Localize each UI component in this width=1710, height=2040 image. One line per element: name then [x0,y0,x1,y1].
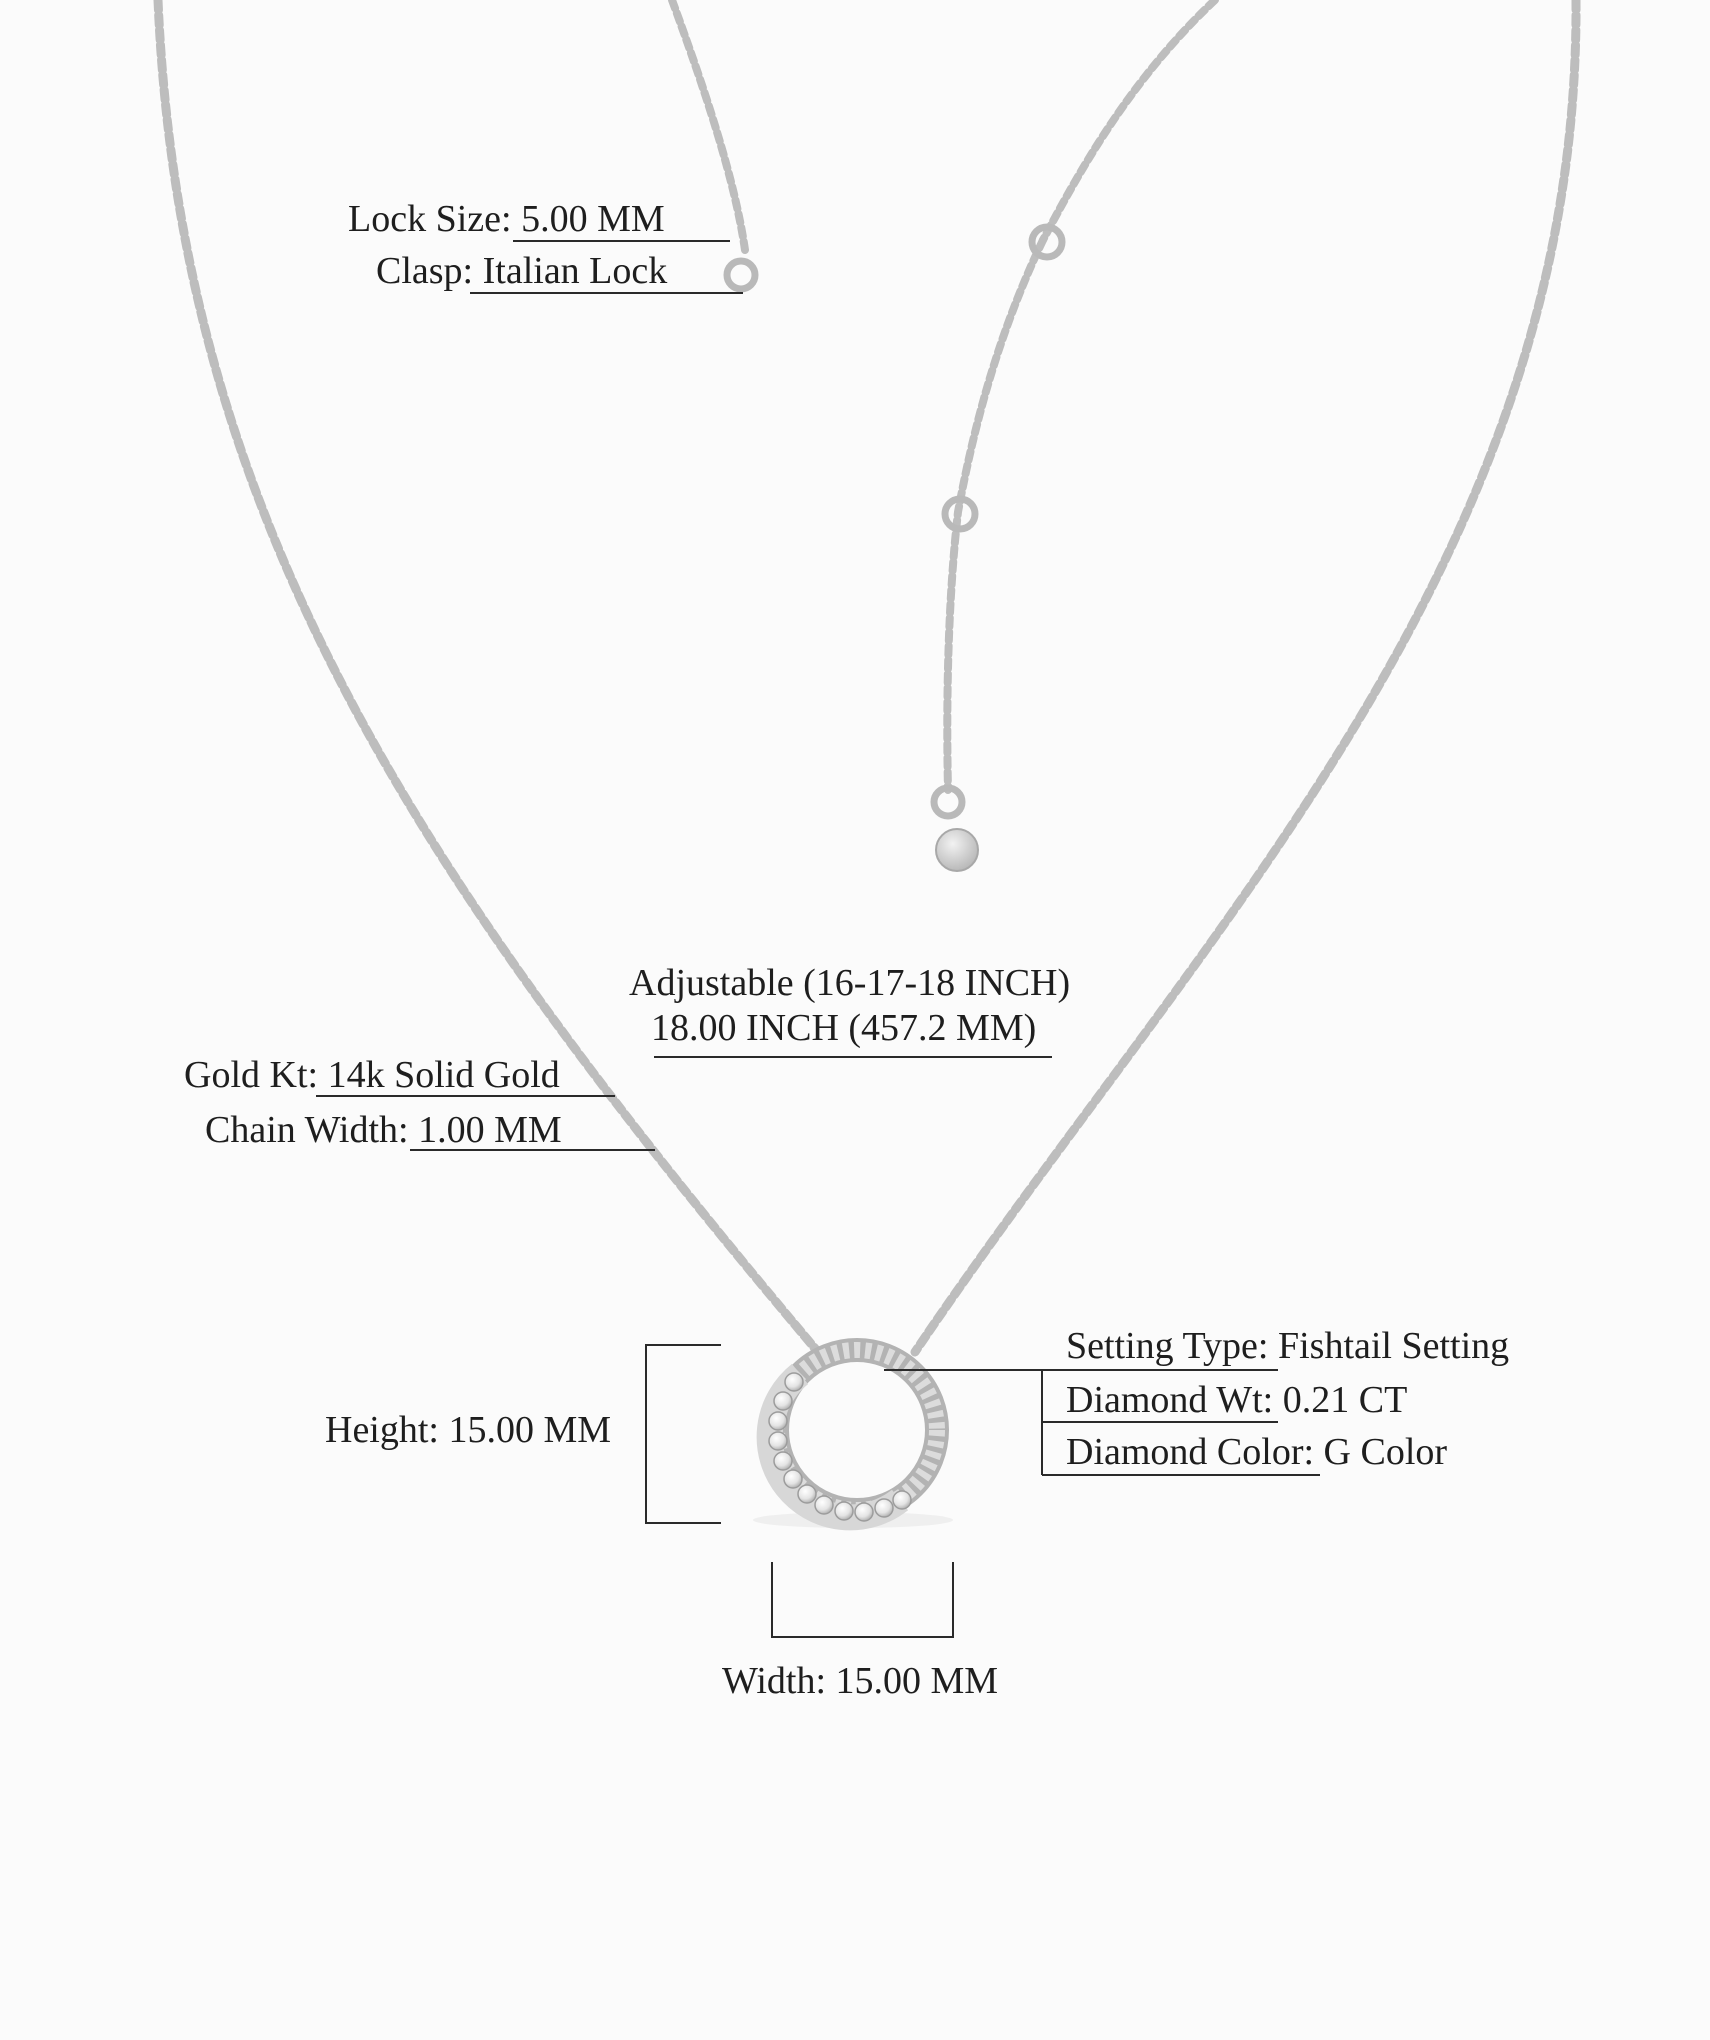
clasp-value: Italian Lock [482,250,668,292]
lock-size-value: 5.00 MM [521,198,665,240]
gold-kt-value: 14k Solid Gold [327,1054,560,1096]
width-dimension: Width: 15.00 MM [722,1660,999,1702]
diamond-color-value: G Color [1323,1431,1448,1473]
circle-pendant [753,1350,953,1528]
diamond-color-spec [1066,1432,1447,1472]
diamond-color-label: Diamond Color: [1066,1431,1315,1473]
chain-extender-lower [947,240,1043,790]
chain-right-strand [915,0,1576,1352]
lobster-clasp-ring [727,261,755,289]
setting-type-value: Fishtail Setting [1277,1325,1510,1367]
chain-clasp-strand [672,0,745,250]
chain-width-label: Chain Width: [205,1109,409,1151]
clasp-label: Clasp: [376,250,474,292]
width-bracket [772,1562,953,1637]
chain-tag-charm [936,829,978,871]
lock-size-label: Lock Size: [348,198,512,240]
setting-type-spec [1066,1326,1509,1366]
height-bracket [646,1345,721,1523]
diamond-wt-value: 0.21 CT [1282,1379,1408,1421]
length-adjustable: Adjustable (16-17-18 INCH) [629,962,1071,1004]
gold-kt-label: Gold Kt: [184,1054,319,1096]
lock-size-spec [348,199,665,239]
diamond-wt-spec [1066,1380,1407,1420]
length-total: 18.00 INCH (457.2 MM) [651,1007,1037,1049]
setting-type-label: Setting Type: [1066,1325,1269,1367]
chain-extender-upper [1043,0,1215,240]
chain-width-spec [205,1110,562,1150]
diamond-wt-label: Diamond Wt: [1066,1379,1274,1421]
gold-kt-spec [184,1055,560,1095]
height-dimension: Height: 15.00 MM [325,1409,612,1451]
chain-width-value: 1.00 MM [418,1109,562,1151]
clasp-spec [376,251,667,291]
